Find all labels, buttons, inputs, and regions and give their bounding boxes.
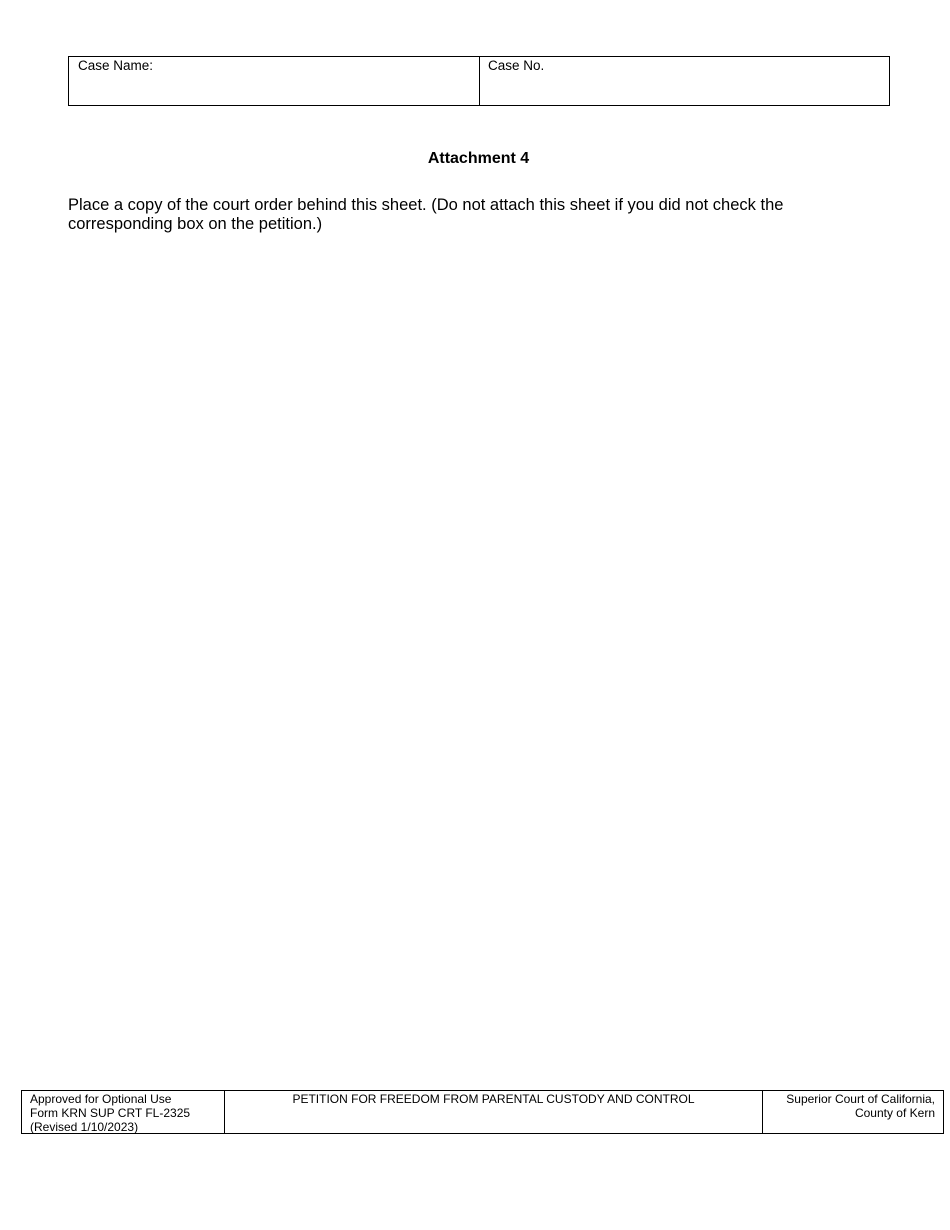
footer-court-info xyxy=(763,1091,943,1133)
footer-revision: (Revised 1/10/2023) xyxy=(30,1120,139,1134)
case-number-label: Case No. xyxy=(488,58,545,73)
case-name-field[interactable] xyxy=(69,57,480,105)
footer-form-title-text: PETITION FOR FREEDOM FROM PARENTAL CUSTODY AND CONTROL xyxy=(292,1092,695,1106)
footer-court-line1: Superior Court of California, xyxy=(786,1092,935,1106)
footer-form-info xyxy=(22,1091,225,1133)
attachment-title: Attachment 4 xyxy=(427,150,530,167)
footer-approval-line: Approved for Optional Use xyxy=(30,1092,172,1106)
page-footer xyxy=(21,1090,944,1134)
footer-form-title xyxy=(225,1091,763,1133)
case-name-label: Case Name: xyxy=(78,58,154,73)
case-number-field[interactable] xyxy=(480,57,889,105)
case-header xyxy=(68,56,890,106)
footer-court-line2: County of Kern xyxy=(854,1106,935,1120)
footer-form-number: Form KRN SUP CRT FL-2325 xyxy=(30,1106,191,1120)
attachment-instructions: Place a copy of the court order behind this sheet. (Do not attach this sheet if you did not check the corresponding box on the petition.) xyxy=(68,196,784,233)
